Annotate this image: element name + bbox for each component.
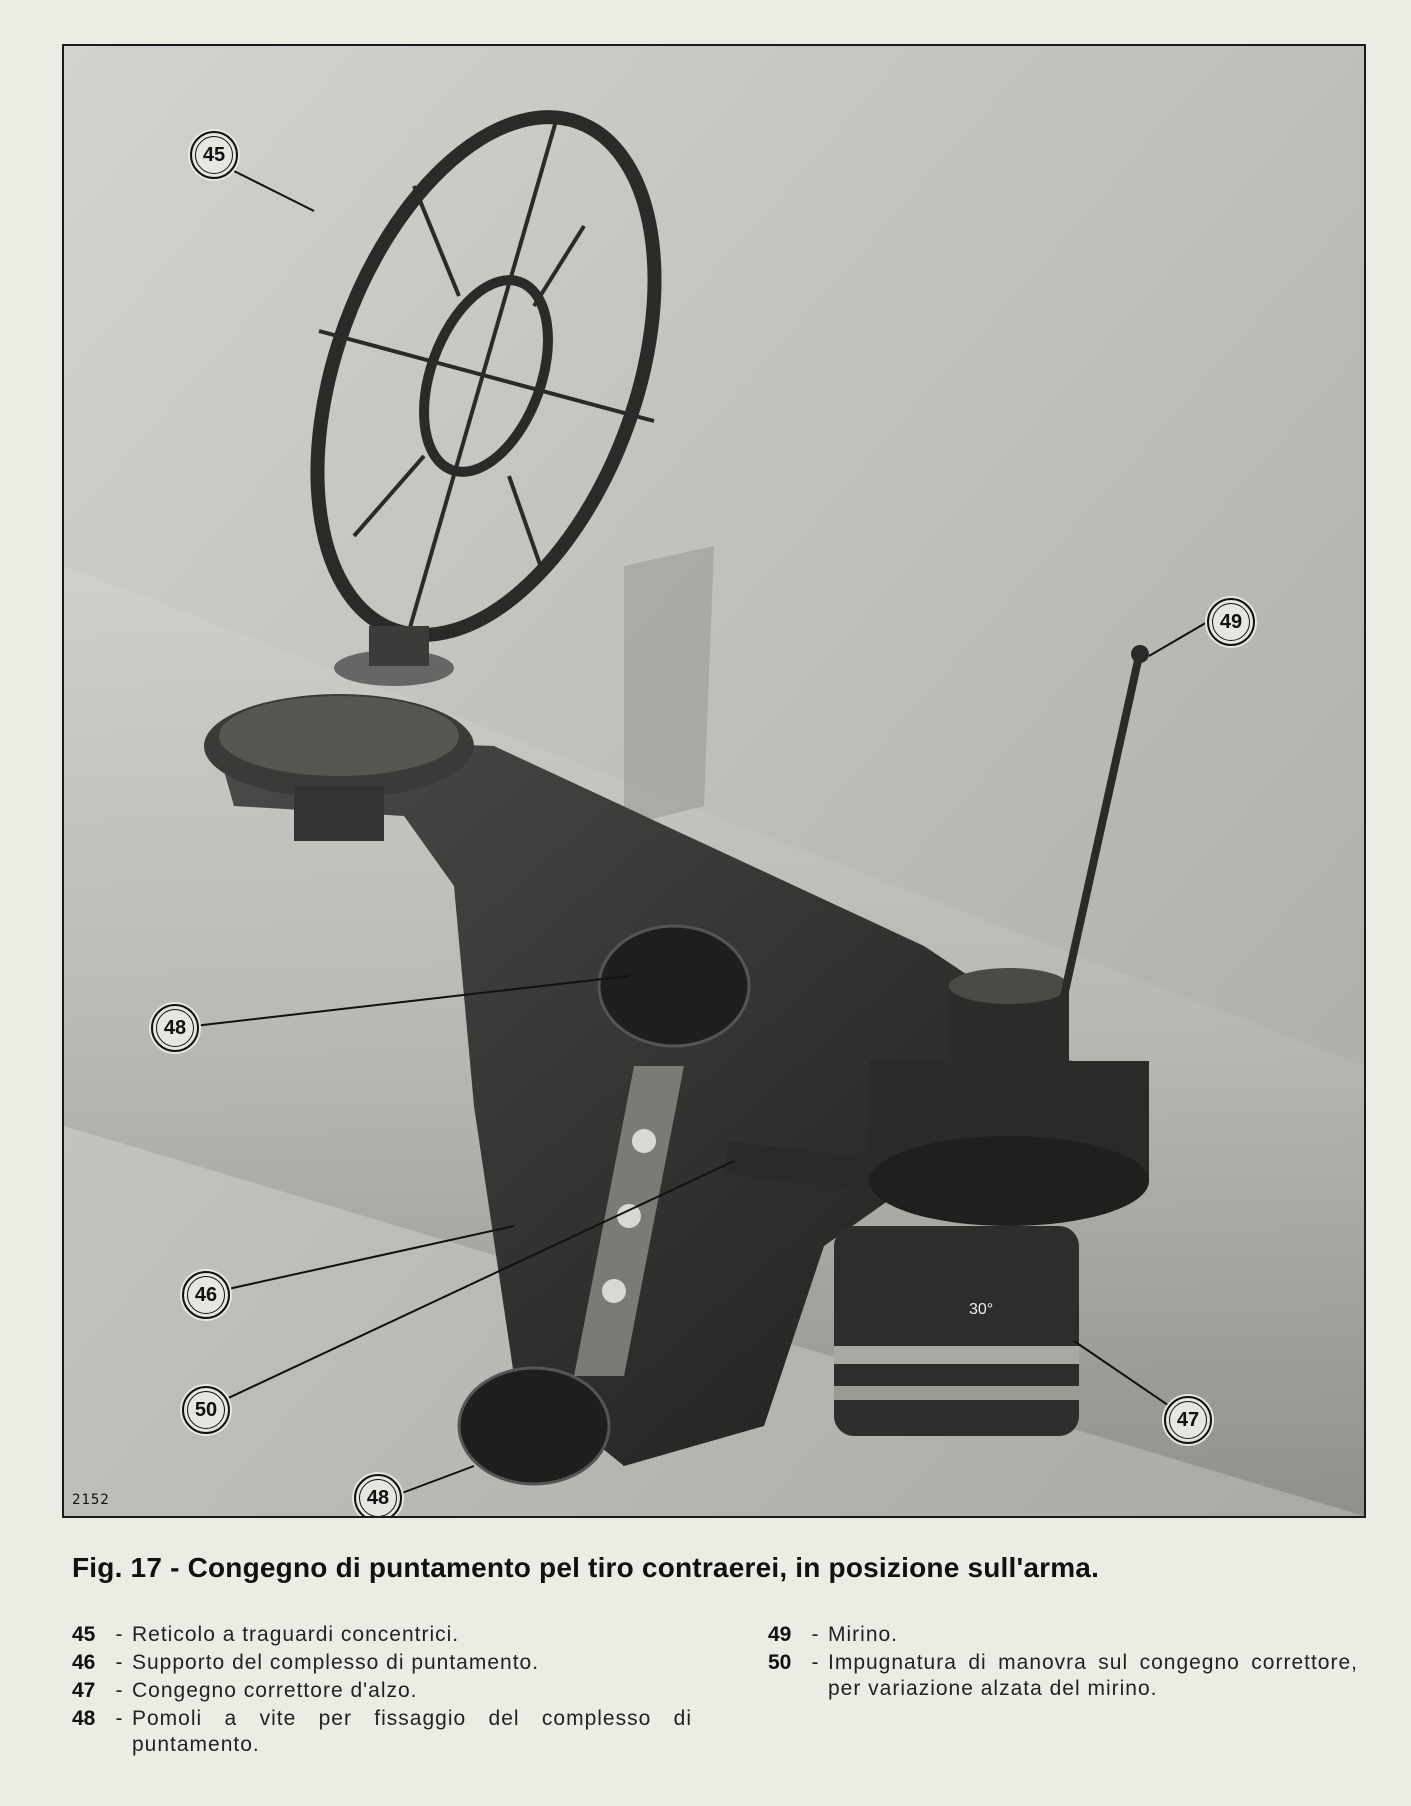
legend-number: 50 (768, 1651, 792, 1674)
callout-46: 46 (182, 1271, 230, 1319)
legend-item: 47 - Congegno correttore d'alzo. (72, 1678, 692, 1704)
legend-text: Impugnatura di manovra sul congegno correttore, per variazione alzata del mirino. (828, 1651, 1358, 1700)
legend-right-column (768, 1622, 1358, 1704)
legend-number: 45 (72, 1623, 96, 1646)
callout-47: 47 (1164, 1396, 1212, 1444)
legend-text: Mirino. (828, 1623, 899, 1646)
fixing-knob-lower (459, 1368, 609, 1484)
fixing-knob-upper (599, 926, 749, 1046)
elevation-corrector-drum (834, 1226, 1079, 1436)
legend-item: 48 - Pomoli a vite per fissaggio del complesso di puntamento. (72, 1707, 692, 1756)
sight-device-illustration (64, 46, 1364, 1516)
legend-left-column (72, 1622, 692, 1760)
callout-48-lower: 48 (354, 1474, 402, 1518)
figure-photo (62, 44, 1366, 1518)
legend-text: Congegno correttore d'alzo. (132, 1679, 418, 1702)
callout-48-upper: 48 (151, 1004, 199, 1052)
legend-item: 45 - Reticolo a traguardi concentrici. (72, 1622, 692, 1648)
legend-item: 49 - Mirino. (768, 1622, 1358, 1648)
figure-caption: Fig. 17 - Congegno di puntamento pel tiro contraerei, in posizione sull'arma. (72, 1552, 1100, 1583)
callout-45: 45 (190, 131, 238, 179)
legend-item: 46 - Supporto del complesso di puntamento. (72, 1650, 692, 1676)
plate-number: 2152 (72, 1492, 110, 1508)
callout-50: 50 (182, 1386, 230, 1434)
legend-text: Reticolo a traguardi concentrici. (132, 1623, 460, 1646)
legend-number: 46 (72, 1651, 96, 1674)
legend-number: 49 (768, 1623, 792, 1646)
dial-reading: 30° (969, 1301, 994, 1318)
legend-text: Pomoli a vite per fissaggio del complesso di puntamento. (132, 1707, 692, 1756)
legend-text: Supporto del complesso di puntamento. (132, 1651, 540, 1674)
legend-item: 50 - Impugnatura di manovra sul congegno correttore, per variazione alzata del mirino. (768, 1651, 1358, 1700)
callout-49: 49 (1207, 598, 1255, 646)
legend-number: 47 (72, 1679, 96, 1702)
legend-number: 48 (72, 1707, 96, 1730)
